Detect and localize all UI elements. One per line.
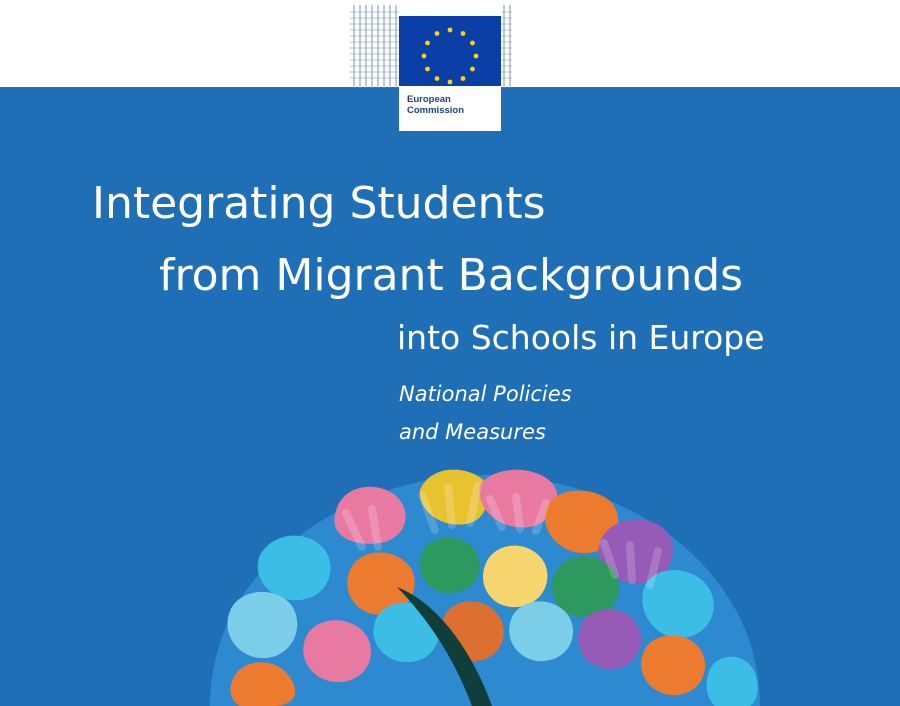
commission-wordmark-text [407, 94, 464, 116]
title-line-3: into Schools in Europe [397, 318, 765, 357]
wordmark-line-2: Commission [407, 105, 465, 116]
eu-flag [399, 16, 501, 86]
title-line-1: Integrating Students [92, 178, 546, 229]
subtitle-line-1: National Policies [399, 382, 572, 406]
multicolor-handprints-globe-icon [190, 455, 780, 706]
subtitle-line-2: and Measures [399, 420, 546, 444]
eu-stars-icon [399, 16, 501, 86]
commission-wordmark [399, 86, 501, 131]
title-line-2: from Migrant Backgrounds [159, 250, 744, 301]
wordmark-line-1: European [407, 94, 451, 105]
european-commission-logo [350, 0, 512, 133]
